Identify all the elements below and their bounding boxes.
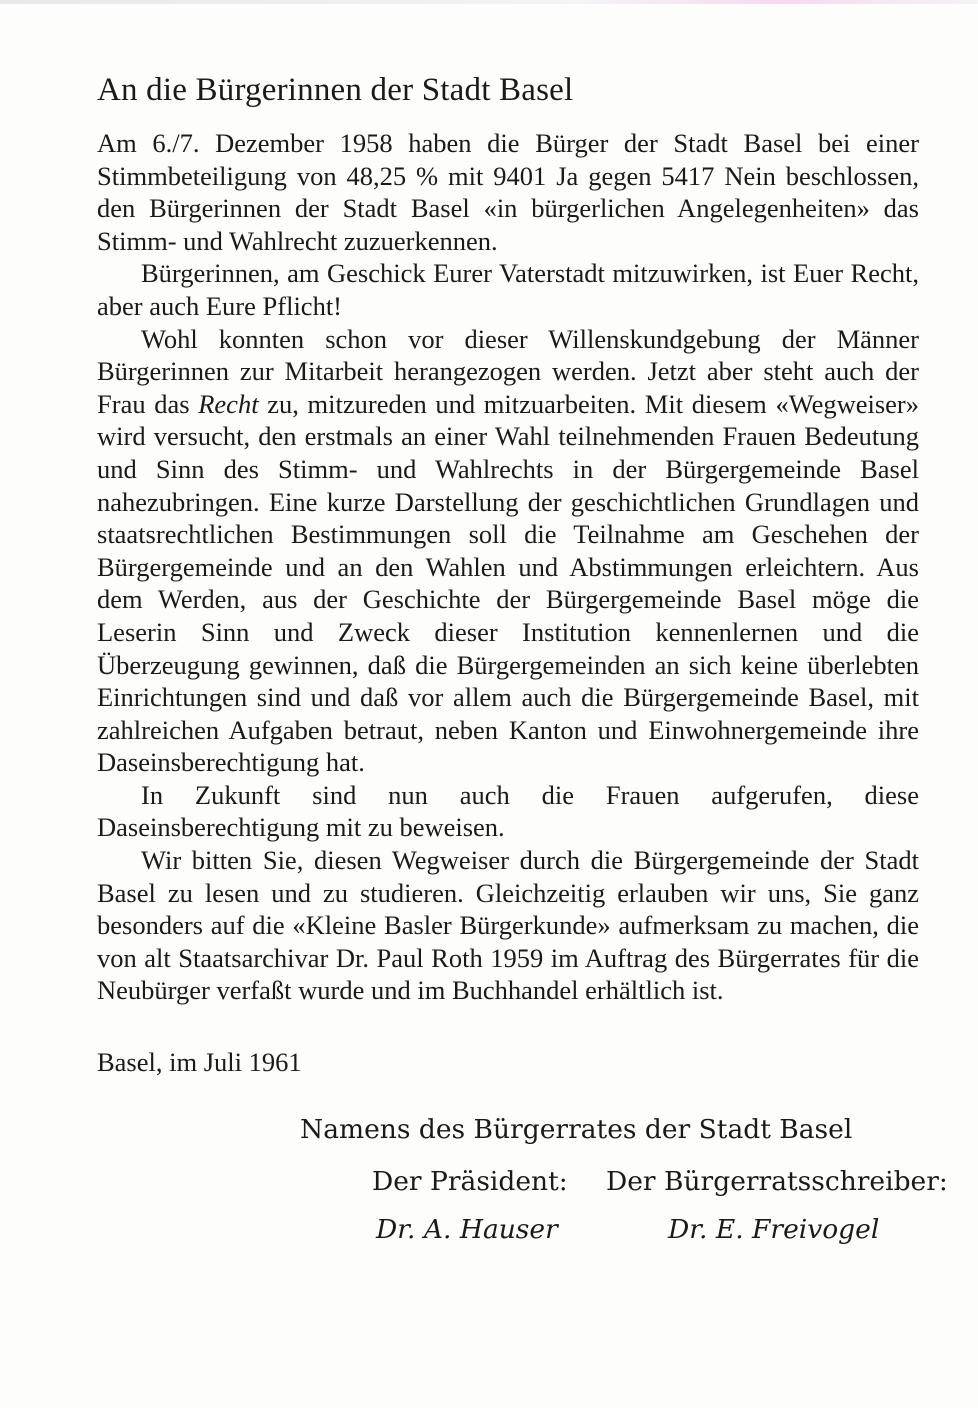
- secretary-name: Dr. E. Freivogel: [668, 1214, 880, 1245]
- paragraph-4: In Zukunft sind nun auch die Frauen aufgerufen, diese Daseinsberechtigung mit zu beweisen.: [97, 779, 919, 843]
- president-role: Der Präsident:: [372, 1166, 568, 1197]
- paragraph-3-end: zu, mitzureden und mitzuarbeiten. Mit diesem «Wegweiser» wird versucht, den erstmals an einer Wahl teilnehmenden Frauen Bedeutung und Sinn des Stimm- und Wahlrechts in der Bürgergemeinde Basel nahezubringen. Eine kurze Darstellung der geschichtlichen Grundlagen und staatsrechtlichen Bestimmungen soll die Teilnahme am Geschehen der Bürgergemeinde und an den Wahlen und Abstimmungen erleichtern. Aus dem Werden, aus der Geschichte der Bürgergemeinde Basel möge die Leserin Sinn und Zweck dieser Institution kennenlernen und die Überzeugung gewinnen, daß die Bürgergemeinden an sich keine überlebten Einrichtungen sind und daß vor allem auch die Bürgergemeinde Basel, mit zahlreichen Aufgaben betraut, neben Kanton und Einwohnergemeinde ihre Daseinsberechtigung hat.: [97, 388, 920, 778]
- emphasized-word: Recht: [198, 388, 259, 419]
- signature-heading: Namens des Bürgerrates der Stadt Basel: [300, 1114, 853, 1145]
- president-name: Dr. A. Hauser: [376, 1214, 558, 1245]
- scan-top-edge: [0, 0, 978, 4]
- paragraph-1: Am 6./7. Dezember 1958 haben die Bürger der Stadt Basel bei einer Stimmbeteiligung von 48,25 % mit 9401 Ja gegen 5417 Nein beschlossen, den Bürgerinnen der Stadt Basel «in bürgerlichen Angelegenheiten» das Stimm- und Wahlrecht zuzuerkennen.: [97, 128, 919, 256]
- secretary-role: Der Bürgerratsschreiber:: [606, 1166, 948, 1197]
- paragraph-2: Bürgerinnen, am Geschick Eurer Vaterstadt mitzuwirken, ist Euer Recht, aber auch Eure Pflicht!: [97, 258, 919, 321]
- date-line: Basel, im Juli 1961: [97, 1047, 302, 1078]
- paragraph-3: [97, 323, 919, 779]
- document-body: [97, 127, 919, 1007]
- document-title: An die Bürgerinnen der Stadt Basel: [97, 72, 574, 108]
- document-page: [97, 72, 919, 1078]
- paragraph-3-start: Wohl konnten schon vor dieser Willenskundgebung der Männer Bürgerinnen zur Mitarbeit herangezogen werden. Jetzt aber steht auch der Frau das: [97, 323, 919, 419]
- paragraph-5: Wir bitten Sie, diesen Wegweiser durch die Bürgergemeinde der Stadt Basel zu lesen und zu studieren. Gleichzeitig erlauben wir uns, Sie ganz besonders auf die «Kleine Basler Bürgerkunde» aufmerksam zu machen, die von alt Staatsarchivar Dr. Paul Roth 1959 im Auftrag des Bürgerrates für die Neubürger verfaßt wurde und im Buchhandel erhältlich ist.: [97, 845, 919, 1006]
